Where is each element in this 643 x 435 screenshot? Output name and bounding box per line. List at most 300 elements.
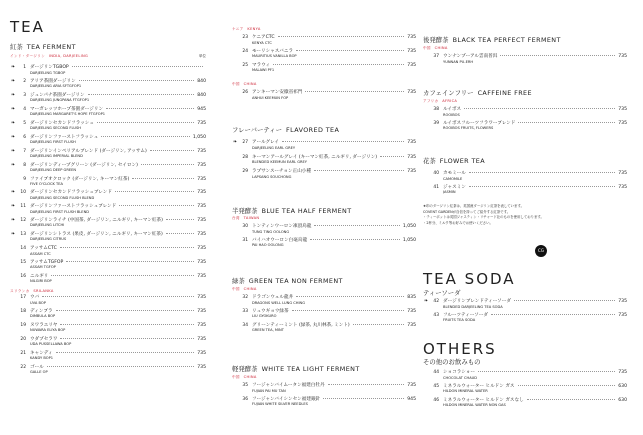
item-price: 735 [407, 154, 416, 160]
menu-item [232, 90, 416, 101]
item-name-en: DARJEELING SECOND FLUSH [30, 126, 81, 131]
item-number: 31 [242, 238, 248, 244]
item-name-jp: ルイボスフルーツフラワーブレンド [443, 121, 516, 127]
item-body [30, 163, 206, 173]
leader-dots [72, 66, 203, 67]
leader-dots [478, 371, 615, 372]
item-price: 945 [197, 107, 206, 113]
item-body [443, 121, 627, 131]
section-title-en: GREEN TEA NON FERMENT [248, 277, 343, 285]
item-name-en: FUJIAN WHITE SILVER NEEDLES [252, 402, 308, 407]
item-name-en: DRAGONS WELL LUNG CHING [252, 300, 306, 305]
leaf-icon: ❧ [233, 139, 238, 146]
item-name-en: FRUITS TEA SODA [443, 318, 476, 323]
item-number: 21 [20, 350, 26, 356]
item-name-en: KANDY BOP1 [30, 356, 54, 361]
item-name-jp: グリーンティーミント (緑茶, 丸川林茶, ミント) [252, 323, 350, 329]
item-number: 15 [20, 260, 26, 266]
item-price: 735 [197, 148, 206, 154]
others-subtitle: その他のお飲みもの [423, 358, 481, 366]
menu-item [423, 384, 627, 395]
leader-dots [79, 80, 195, 81]
item-name-jp: ラプサンスーチョン正山小種 [252, 169, 311, 175]
leaf-icon: ❧ [11, 161, 16, 168]
item-name-en: UDA PUSSELLAWA BOP [30, 342, 72, 347]
menu-item [232, 238, 416, 249]
item-price: 735 [197, 323, 206, 329]
menu-item [10, 365, 206, 376]
item-body [30, 295, 206, 305]
menu-item [423, 54, 627, 65]
leader-dots [119, 205, 194, 206]
item-price: 735 [197, 162, 206, 168]
item-number: 45 [433, 384, 439, 390]
section-title-jp: 軽発酵茶 [232, 365, 258, 373]
region-label: 中国 CHINA [423, 46, 448, 50]
menu-item [10, 79, 206, 90]
item-price: 735 [407, 323, 416, 329]
section-heading [423, 35, 627, 44]
section-title-jp: 紅茶 [10, 43, 23, 51]
leader-dots [278, 36, 405, 37]
item-price: 735 [197, 232, 206, 238]
leader-dots [282, 141, 404, 142]
item-name-jp: ミネラルウォーター ヒルドン ガス [443, 384, 515, 390]
item-name-en: HILDON MINERAL WATER NON GAS [443, 403, 506, 408]
item-price: 735 [407, 169, 416, 175]
item-number: 1 [23, 65, 26, 71]
item-number: 14 [20, 246, 26, 252]
item-name-en: KENYA CTC [252, 40, 272, 45]
menu-item [232, 323, 416, 334]
item-number: 25 [242, 63, 248, 69]
item-name-jp: ダージリンファーストフラッシュブレンド [30, 204, 117, 210]
menu-item [10, 135, 206, 146]
item-body [443, 299, 627, 309]
menu-item [423, 121, 627, 132]
item-name-en: DIMBULA BOP [30, 314, 56, 319]
price-unit-header: 単位 [198, 54, 206, 58]
leaf-icon: ❧ [11, 203, 16, 210]
section-title-jp: 後発酵茶 [423, 36, 449, 44]
item-name-en: DARJEELING EARL GREY [252, 145, 296, 150]
item-name-jp: アンキーマン安徽省祁門 [252, 90, 303, 96]
menu-item [10, 93, 206, 104]
item-price: 735 [197, 309, 206, 315]
item-name-en: JASMIN [443, 190, 456, 195]
region-label: 台湾 TAIWAN [232, 216, 260, 220]
leader-dots [106, 108, 194, 109]
item-body [30, 309, 206, 319]
item-name-en: FIVE O'CLOCK TEA [30, 181, 63, 186]
item-name-jp: ダージリンTGBOP [30, 65, 69, 71]
item-name-jp: アッサムTGFOP [30, 260, 64, 266]
item-name-en: BLENDED DARJEELING TEA SODA [443, 304, 503, 309]
menu-item [232, 63, 416, 74]
section-title-en: TEA FERMENT [26, 43, 76, 51]
item-name-en: PAI HAO OOLONG [252, 243, 284, 248]
item-number: 34 [242, 323, 248, 329]
menu-item [10, 274, 206, 285]
item-name-jp: フルーツティーソーダ [443, 313, 489, 319]
leader-dots [469, 172, 615, 173]
item-number: 6 [23, 134, 26, 140]
leader-dots [273, 64, 404, 65]
item-name-jp: フージャンバイムータン福建白牡丹 [252, 383, 325, 389]
region-label: 中国 CHINA [232, 82, 257, 86]
item-body [443, 171, 627, 181]
item-name-jp: ダージリンシトラス (果皮, ダージリン, ニルギリ, キーマン紅茶) [30, 232, 163, 238]
item-name-en: CAMOMILE [443, 176, 463, 181]
item-number: 7 [23, 148, 26, 154]
item-price: 630 [618, 384, 627, 390]
item-price: 840 [197, 93, 206, 99]
item-number: 35 [242, 383, 248, 389]
item-name-jp: ジュンパナ茶園ダージリン [30, 93, 85, 99]
item-name-jp: ヌワラエリヤ [30, 323, 58, 329]
item-body [443, 398, 627, 408]
section-title-jp: カフェインフリー [423, 89, 474, 97]
item-number: 43 [433, 313, 439, 319]
item-body [252, 323, 416, 333]
leader-dots [60, 247, 194, 248]
item-name-en: YUNNAN PU-ERH [443, 59, 474, 64]
menu-item [10, 107, 206, 118]
item-body [252, 295, 416, 305]
item-name-en: GREEN TEA, MINT [252, 328, 284, 333]
menu-item [423, 107, 627, 118]
item-name-en: MAURITIUS VANILLA BOP [252, 54, 297, 59]
leader-dots [323, 398, 404, 399]
item-name-jp: フージャンバイシンセン福建銀針 [252, 397, 321, 403]
item-number: 12 [20, 218, 26, 224]
item-number: 19 [20, 323, 26, 329]
leader-dots [56, 310, 195, 311]
region-label: インド・ダージリン INDIA, DARJEELING [10, 54, 89, 58]
item-body [30, 323, 206, 333]
item-name-en: DARJEELING FIRST FLUSH BLEND [30, 209, 90, 214]
item-body [252, 90, 416, 100]
leaf-icon: ❧ [11, 147, 16, 154]
item-name-en: ROOIBOS FRUITS, FLOWERS [443, 126, 494, 131]
item-name-en: DARJEELING FIRST FLUSH [30, 140, 76, 145]
item-body [30, 337, 206, 347]
leader-dots [464, 108, 615, 109]
leader-dots [527, 399, 616, 400]
item-body [252, 63, 416, 73]
leader-dots [101, 136, 190, 137]
menu-item [10, 163, 206, 174]
item-body [443, 370, 627, 380]
tea-soda-title: TEA SODA [423, 270, 516, 288]
item-number: 40 [433, 171, 439, 177]
item-number: 32 [242, 295, 248, 301]
menu-item [423, 171, 627, 182]
footnote: COVENT GARDENが自信を持ってご紹介する紅茶です。 [423, 209, 511, 214]
item-name-jp: ウバ [30, 295, 40, 301]
item-name-en: DARJEELING ARIA SFTGFOP1 [30, 84, 82, 89]
item-number: 42 [433, 299, 439, 305]
menu-item [423, 185, 627, 196]
item-name-jp: ファイブオクロック (ダージリン, キーマン紅茶) [30, 176, 130, 182]
leader-dots [491, 314, 615, 315]
section-title-jp: 半発酵茶 [232, 207, 258, 215]
leader-dots [166, 219, 194, 220]
leaf-icon: ❧ [11, 189, 16, 196]
item-body [443, 107, 627, 117]
leader-dots [380, 156, 404, 157]
leader-dots [88, 94, 195, 95]
item-price: 735 [407, 35, 416, 41]
item-body [252, 169, 416, 179]
leader-dots [314, 225, 399, 226]
menu-item [423, 313, 627, 324]
leaf-icon: ❧ [11, 217, 16, 224]
item-name-jp: ダージリンファーストフラッシュ [30, 134, 99, 140]
leader-dots [310, 239, 400, 240]
item-name-en: CHOCOLAT CHAUD [443, 375, 478, 380]
item-name-jp: ケニアCTC [252, 35, 275, 41]
menu-item [232, 309, 416, 320]
leader-dots [66, 261, 194, 262]
section-heading [423, 156, 627, 165]
item-number: 28 [242, 154, 248, 160]
menu-item [232, 295, 416, 306]
item-body [30, 93, 206, 103]
item-price: 735 [407, 49, 416, 55]
item-body [252, 397, 416, 407]
leader-dots [314, 170, 404, 171]
item-name-jp: アリア茶園ダージリン [30, 79, 76, 85]
item-price: 735 [197, 260, 206, 266]
item-name-jp: ダージリンライチ (中国茶, ダージリン, ニルギリ, キーマン紅茶) [30, 218, 163, 224]
item-body [30, 79, 206, 89]
item-number: 23 [242, 35, 248, 41]
item-name-jp: リュウギョウ緑茶 [252, 309, 289, 315]
item-body [30, 246, 206, 256]
item-price: 735 [618, 107, 627, 113]
leader-dots [51, 275, 194, 276]
leader-dots [60, 324, 194, 325]
item-body [30, 365, 206, 375]
footnote: ・2杯分、ミルク等お好みでお使いください。 [423, 220, 493, 225]
leader-dots [47, 366, 195, 367]
menu-item [232, 140, 416, 151]
leader-dots [166, 233, 194, 234]
item-price: 735 [618, 299, 627, 305]
item-number: 30 [242, 224, 248, 230]
item-number: 29 [242, 169, 248, 175]
item-name-jp: ウンナンプーアル雲南普洱 [443, 54, 498, 60]
item-number: 16 [20, 274, 26, 280]
item-body [443, 313, 627, 323]
item-name-jp: トンティンウーロン凍頂烏龍 [252, 224, 312, 230]
item-name-en: TUNG TING OOLONG [252, 229, 290, 234]
others-title: OTHERS [423, 340, 497, 358]
item-name-en: ROOIBOS [443, 112, 460, 117]
item-price: 735 [197, 190, 206, 196]
item-body [30, 260, 206, 270]
menu-item [10, 337, 206, 348]
menu-item [10, 246, 206, 257]
leader-dots [328, 384, 405, 385]
item-number: 41 [433, 185, 439, 191]
region-label: 中国 CHINA [232, 287, 257, 291]
item-number: 39 [433, 121, 439, 127]
item-name-jp: ダージリンセカンドフラッシュブレンド [30, 190, 112, 196]
leader-dots [500, 55, 615, 56]
item-price: 735 [197, 274, 206, 280]
leaf-icon: ❧ [11, 119, 16, 126]
item-name-jp: ディンブラ [30, 309, 53, 315]
item-price: 735 [197, 295, 206, 301]
item-body [30, 218, 206, 228]
item-price: 735 [197, 204, 206, 210]
item-number: 8 [23, 162, 26, 168]
item-name-jp: バイハオウーロン白毫烏龍 [252, 238, 308, 244]
item-name-jp: ダージリンブレンドティーソーダ [443, 299, 511, 305]
leaf-icon: ❧ [11, 64, 16, 71]
item-name-en: LIU GYOKURO [252, 314, 277, 319]
leader-dots [305, 91, 404, 92]
leader-dots [56, 352, 195, 353]
item-body [252, 140, 416, 150]
item-price: 735 [618, 185, 627, 191]
item-body [30, 121, 206, 131]
item-name-jp: ニルギリ [30, 274, 49, 280]
item-price: 735 [197, 337, 206, 343]
section-heading [423, 88, 627, 97]
item-name-en: DARJEELING MARGARET'S HOPE FTGFOP1 [30, 112, 106, 117]
item-name-jp: ゴール [30, 364, 44, 370]
item-body [252, 155, 416, 165]
section-heading [232, 364, 416, 373]
leaf-icon: ❧ [11, 78, 16, 85]
leader-dots [292, 310, 405, 311]
item-price: 735 [407, 383, 416, 389]
menu-item [10, 232, 206, 243]
leader-dots [353, 324, 405, 325]
item-number: 4 [23, 107, 26, 113]
leader-dots [518, 122, 615, 123]
leader-dots [296, 296, 404, 297]
leader-dots [518, 385, 616, 386]
item-name-en: ANHUI KEEMUN FOP [252, 95, 289, 100]
leader-dots [150, 150, 194, 151]
menu-item [232, 35, 416, 46]
leader-dots [514, 300, 615, 301]
menu-item [10, 260, 206, 271]
item-name-en: DARJEELING CITRUS [30, 237, 67, 242]
item-number: 20 [20, 337, 26, 343]
item-price: 735 [618, 313, 627, 319]
section-title-en: CAFFEINE FREE [477, 89, 532, 97]
menu-item [423, 398, 627, 409]
item-name-en: DARJEELING LITCHI [30, 223, 65, 228]
menu-item [232, 49, 416, 60]
item-price: 735 [407, 309, 416, 315]
section-heading [232, 125, 416, 134]
menu-item [10, 295, 206, 306]
item-price: 735 [197, 246, 206, 252]
item-name-jp: ダージリンインペリアルブレンド (ダージリン, アッサム) [30, 148, 147, 154]
item-name-jp: ショコラショー [443, 370, 475, 376]
item-number: 27 [242, 140, 248, 146]
item-body [443, 185, 627, 195]
leader-dots [469, 186, 615, 187]
item-name-en: GALLE OP [30, 370, 48, 375]
item-name-jp: アッサムCTC [30, 246, 57, 252]
item-body [252, 309, 416, 319]
region-label: 中国 CHINA [232, 375, 257, 379]
item-price: 735 [618, 370, 627, 376]
item-name-jp: ウダプセラワ [30, 337, 58, 343]
item-price: 1,050 [192, 134, 206, 140]
leader-dots [60, 338, 194, 339]
item-number: 9 [23, 176, 26, 182]
item-body [30, 232, 206, 242]
item-body [30, 135, 206, 145]
item-price: 735 [197, 350, 206, 356]
covent-garden-logo: CG [535, 245, 547, 257]
item-body [30, 149, 206, 159]
item-name-en: DARJEELING JUNGPANA FTGFOP1 [30, 98, 90, 103]
item-name-jp: ダージリンディープグリーン (ダージリン, セイロン) [30, 162, 138, 168]
item-name-jp: マーガレッツホープ茶園ダージリン [30, 107, 104, 113]
menu-item [232, 155, 416, 166]
menu-item [10, 190, 206, 201]
item-name-en: HILDON MINERAL WATER [443, 389, 488, 394]
item-name-jp: キーマンアールグレイ (キーマン紅茶, ニルギリ, ダージリン) [252, 154, 378, 160]
menu-item [10, 323, 206, 334]
item-price: 735 [197, 218, 206, 224]
menu-item [10, 121, 206, 132]
item-name-jp: ジャスミン [443, 185, 466, 191]
section-heading [232, 276, 416, 285]
item-body [30, 274, 206, 284]
menu-item [423, 299, 627, 310]
item-price: 735 [618, 54, 627, 60]
leader-dots [42, 296, 194, 297]
tea-soda-subtitle: ティーソーダ [423, 289, 461, 297]
item-price: 735 [197, 176, 206, 182]
section-title-en: WHITE TEA LIGHT FERMENT [261, 365, 360, 373]
item-name-jp: アールグレイ [252, 140, 280, 146]
region-label: スリランカ SRILANKA [10, 289, 54, 293]
item-number: 37 [433, 54, 439, 60]
item-number: 38 [433, 107, 439, 113]
item-number: 22 [20, 364, 26, 370]
section-heading [10, 42, 206, 51]
item-number: 10 [20, 190, 26, 196]
item-price: 735 [407, 63, 416, 69]
item-body [252, 224, 416, 234]
item-name-jp: モーリシャスバニラ [252, 49, 294, 55]
item-number: 2 [23, 79, 26, 85]
item-body [30, 65, 206, 75]
item-price: 1,050 [402, 224, 416, 230]
item-name-jp: ダージリンセカンドフラッシュ [30, 120, 94, 126]
section-title-jp: フレーバーティー [232, 126, 283, 134]
leader-dots [141, 164, 194, 165]
item-body [30, 351, 206, 361]
item-number: 18 [20, 309, 26, 315]
item-body [252, 35, 416, 45]
item-price: 735 [618, 171, 627, 177]
region-label: ケニア KENYA [232, 27, 261, 31]
item-name-en: DARJEELING IMPERIAL BLEND [30, 153, 83, 158]
menu-item [10, 149, 206, 160]
